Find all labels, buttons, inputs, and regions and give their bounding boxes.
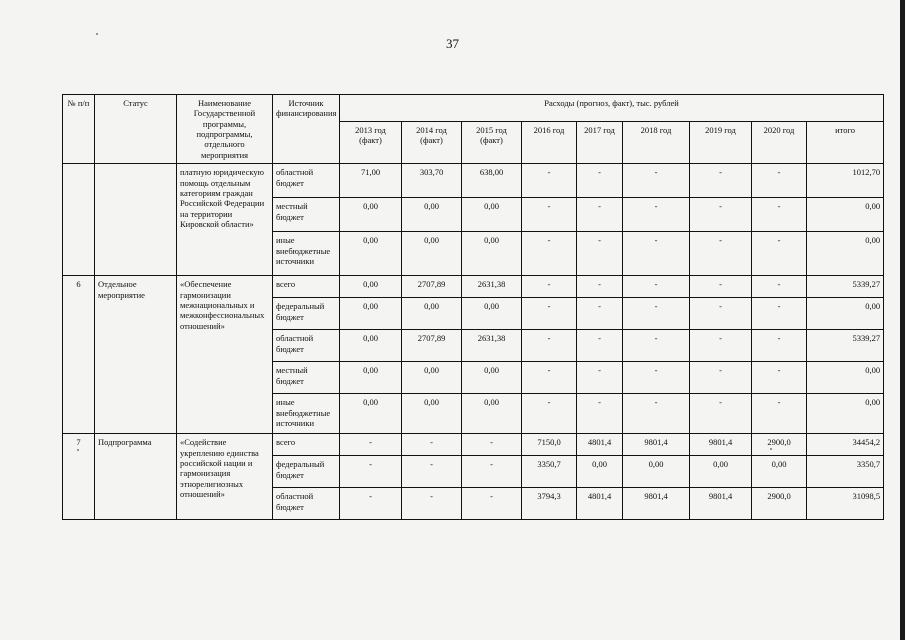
value-cell: 4801,4 <box>577 434 623 456</box>
total-cell: 31098,5 <box>807 488 884 520</box>
value-cell: 2631,38 <box>462 276 522 298</box>
value-cell: - <box>577 298 623 330</box>
value-cell: 0,00 <box>402 362 462 394</box>
funding-source: областной бюджет <box>273 164 340 198</box>
value-cell: - <box>340 488 402 520</box>
header-total: итого <box>807 121 884 164</box>
table-header <box>63 95 884 164</box>
header-year: 2016 год <box>522 121 577 164</box>
total-cell: 5339,27 <box>807 276 884 298</box>
value-cell: - <box>577 330 623 362</box>
value-cell: 0,00 <box>462 298 522 330</box>
total-cell: 3350,7 <box>807 456 884 488</box>
value-cell: - <box>623 298 690 330</box>
value-cell: 0,00 <box>340 394 402 434</box>
value-cell: 303,70 <box>402 164 462 198</box>
value-cell: 638,00 <box>462 164 522 198</box>
value-cell: 0,00 <box>462 198 522 232</box>
value-cell: - <box>402 434 462 456</box>
funding-source: федеральный бюджет <box>273 298 340 330</box>
value-cell: - <box>752 232 807 276</box>
funding-source: областной бюджет <box>273 488 340 520</box>
value-cell: - <box>462 434 522 456</box>
value-cell: 7150,0 <box>522 434 577 456</box>
value-cell: 0,00 <box>340 276 402 298</box>
value-cell: 2900,0 <box>752 488 807 520</box>
value-cell: 0,00 <box>462 232 522 276</box>
header-status: Статус <box>95 95 177 164</box>
total-cell: 0,00 <box>807 298 884 330</box>
funding-source: федеральный бюджет <box>273 456 340 488</box>
value-cell: 9801,4 <box>623 488 690 520</box>
value-cell: - <box>752 298 807 330</box>
header-year: 2020 год <box>752 121 807 164</box>
value-cell: 0,00 <box>340 298 402 330</box>
value-cell: 0,00 <box>623 456 690 488</box>
value-cell: 0,00 <box>752 456 807 488</box>
row-status: Подпрограмма <box>95 434 177 520</box>
value-cell: 0,00 <box>402 198 462 232</box>
value-cell: - <box>340 434 402 456</box>
row-name: «Содействие укреплению единства российской нации и гармонизация этнорелигиозных отношений» <box>177 434 273 520</box>
value-cell: - <box>522 276 577 298</box>
total-cell: 0,00 <box>807 232 884 276</box>
funding-source: всего <box>273 434 340 456</box>
value-cell: - <box>690 232 752 276</box>
value-cell: - <box>522 198 577 232</box>
value-cell: - <box>690 276 752 298</box>
header-year: 2014 год (факт) <box>402 121 462 164</box>
header-expenses: Расходы (прогноз, факт), тыс. рублей <box>340 95 884 122</box>
value-cell: - <box>462 456 522 488</box>
value-cell: 0,00 <box>577 456 623 488</box>
total-cell: 0,00 <box>807 198 884 232</box>
value-cell: - <box>522 394 577 434</box>
value-cell: - <box>623 330 690 362</box>
value-cell: - <box>522 330 577 362</box>
value-cell: 0,00 <box>340 232 402 276</box>
value-cell: 2631,38 <box>462 330 522 362</box>
value-cell: - <box>752 362 807 394</box>
total-cell: 0,00 <box>807 394 884 434</box>
value-cell: 0,00 <box>340 362 402 394</box>
table-row <box>63 434 884 456</box>
value-cell: - <box>522 298 577 330</box>
value-cell: 9801,4 <box>690 488 752 520</box>
funding-source: местный бюджет <box>273 198 340 232</box>
value-cell: - <box>623 232 690 276</box>
value-cell: - <box>752 276 807 298</box>
value-cell: 3350,7 <box>522 456 577 488</box>
total-cell: 34454,2 <box>807 434 884 456</box>
funding-source: местный бюджет <box>273 362 340 394</box>
value-cell: 0,00 <box>340 198 402 232</box>
value-cell: - <box>690 362 752 394</box>
funding-source: областной бюджет <box>273 330 340 362</box>
page-number: 37 <box>446 36 459 51</box>
header-year: 2013 год (факт) <box>340 121 402 164</box>
value-cell: - <box>752 164 807 198</box>
value-cell: - <box>752 198 807 232</box>
value-cell: 3794,3 <box>522 488 577 520</box>
value-cell: 9801,4 <box>690 434 752 456</box>
header-num: № п/п <box>63 95 95 164</box>
value-cell: 0,00 <box>690 456 752 488</box>
value-cell: - <box>623 394 690 434</box>
value-cell: - <box>577 198 623 232</box>
value-cell: 2707,89 <box>402 330 462 362</box>
header-year: 2015 год (факт) <box>462 121 522 164</box>
row-number: 6 <box>63 276 95 434</box>
value-cell: 2707,89 <box>402 276 462 298</box>
value-cell: 0,00 <box>402 394 462 434</box>
budget-table <box>62 94 884 520</box>
value-cell: - <box>690 298 752 330</box>
scan-speck <box>96 33 98 35</box>
scan-edge <box>900 0 905 640</box>
header-year: 2018 год <box>623 121 690 164</box>
value-cell: - <box>623 276 690 298</box>
value-cell: - <box>462 488 522 520</box>
funding-source: иные внебюджетные источники <box>273 394 340 434</box>
header-name: Наименование Государственной программы, подпрограммы, отдельного мероприятия <box>177 95 273 164</box>
value-cell: - <box>522 362 577 394</box>
row-number: 7 <box>63 434 95 520</box>
header-year: 2019 год <box>690 121 752 164</box>
value-cell: - <box>752 330 807 362</box>
value-cell: - <box>577 362 623 394</box>
value-cell: - <box>690 198 752 232</box>
value-cell: - <box>577 164 623 198</box>
value-cell: 9801,4 <box>623 434 690 456</box>
value-cell: - <box>752 394 807 434</box>
value-cell: - <box>623 164 690 198</box>
total-cell: 5339,27 <box>807 330 884 362</box>
table-row <box>63 164 884 198</box>
value-cell: 71,00 <box>340 164 402 198</box>
row-status: Отдельное мероприятие <box>95 276 177 434</box>
value-cell: - <box>623 362 690 394</box>
value-cell: - <box>577 276 623 298</box>
value-cell: 0,00 <box>402 298 462 330</box>
value-cell: - <box>402 456 462 488</box>
value-cell: - <box>577 394 623 434</box>
funding-source: всего <box>273 276 340 298</box>
value-cell: 0,00 <box>340 330 402 362</box>
row-name: платную юридическую помощь отдельным категориям граждан Российской Федерации на территории Кировской области» <box>177 164 273 276</box>
value-cell: - <box>623 198 690 232</box>
value-cell: - <box>690 330 752 362</box>
value-cell: 0,00 <box>402 232 462 276</box>
row-status <box>95 164 177 276</box>
total-cell: 0,00 <box>807 362 884 394</box>
value-cell: - <box>402 488 462 520</box>
funding-source: иные внебюджетные источники <box>273 232 340 276</box>
total-cell: 1012,70 <box>807 164 884 198</box>
value-cell: - <box>690 164 752 198</box>
table-row <box>63 276 884 298</box>
table-body <box>63 164 884 520</box>
value-cell: - <box>690 394 752 434</box>
value-cell: - <box>577 232 623 276</box>
header-year: 2017 год <box>577 121 623 164</box>
value-cell: - <box>522 164 577 198</box>
value-cell: 4801,4 <box>577 488 623 520</box>
value-cell: - <box>340 456 402 488</box>
header-source: Источник финансирования <box>273 95 340 164</box>
row-number <box>63 164 95 276</box>
value-cell: 2900,0 <box>752 434 807 456</box>
row-name: «Обеспечение гармонизации межнациональных и межконфессиональных отношений» <box>177 276 273 434</box>
value-cell: 0,00 <box>462 394 522 434</box>
value-cell: - <box>522 232 577 276</box>
value-cell: 0,00 <box>462 362 522 394</box>
